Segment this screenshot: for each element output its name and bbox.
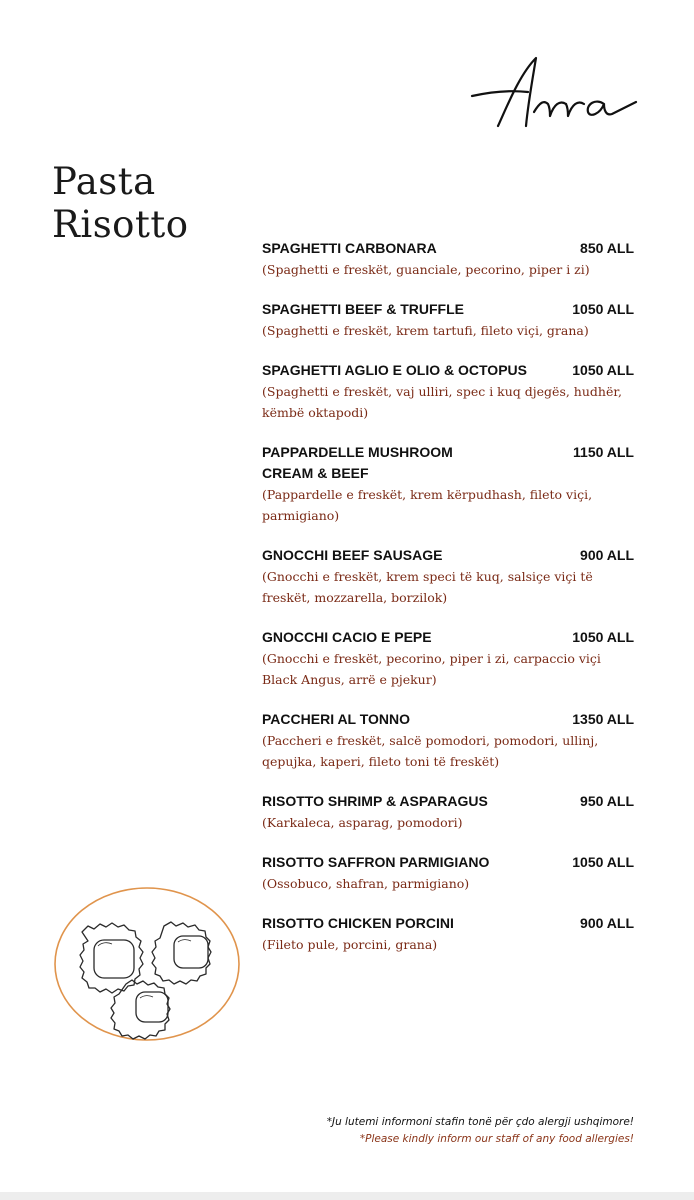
menu-item — [262, 442, 634, 526]
allergy-notes — [327, 1114, 634, 1148]
section-title — [52, 160, 188, 246]
item-description: (Karkaleca, asparag, pomodori) — [262, 815, 463, 830]
menu-item — [262, 791, 634, 833]
arra-logo — [470, 52, 640, 132]
item-description: (Paccheri e freskët, salcë pomodori, pomodori, ullinj, qepujka, kaperi, fileto toni të freskët) — [262, 733, 599, 769]
menu-item — [262, 545, 634, 608]
item-name: RISOTTO SHRIMP & ASPARAGUS — [262, 793, 488, 809]
item-description: (Gnocchi e freskët, pecorino, piper i zi, carpaccio viçi Black Angus, arrë e pjekur) — [262, 651, 601, 687]
item-price: 1150 ALL — [573, 444, 634, 460]
item-price: 1050 ALL — [572, 854, 634, 870]
item-description: (Spaghetti e freskët, vaj ulliri, spec i kuq djegës, hudhër, këmbë oktapodi) — [262, 384, 622, 420]
item-description: (Fileto pule, porcini, grana) — [262, 937, 438, 952]
item-price: 900 ALL — [580, 915, 634, 931]
ravioli-icon — [52, 884, 244, 1044]
item-name: RISOTTO SAFFRON PARMIGIANO — [262, 854, 490, 870]
item-name: GNOCCHI CACIO E PEPE — [262, 629, 432, 645]
item-name: SPAGHETTI CARBONARA — [262, 240, 437, 256]
menu-item — [262, 360, 634, 423]
menu-item — [262, 299, 634, 341]
allergy-note-english: *Please kindly inform our staff of any food allergies! — [359, 1133, 634, 1145]
item-description: (Pappardelle e freskët, krem kërpudhash, fileto viçi, parmigiano) — [262, 487, 593, 523]
item-price: 1050 ALL — [572, 301, 634, 317]
item-description: (Gnocchi e freskët, krem speci të kuq, salsiçe viçi të freskët, mozzarella, borzilok) — [262, 569, 593, 605]
item-description: (Spaghetti e freskët, krem tartufi, fileto viçi, grana) — [262, 323, 589, 338]
allergy-note-albanian: *Ju lutemi informoni stafin tonë për çdo alergji ushqimore! — [326, 1116, 634, 1128]
item-price: 950 ALL — [580, 793, 634, 809]
item-name: GNOCCHI BEEF SAUSAGE — [262, 547, 443, 563]
menu-list — [262, 238, 634, 974]
item-name: PAPPARDELLE MUSHROOM CREAM & BEEF — [262, 444, 453, 481]
item-price: 850 ALL — [580, 240, 634, 256]
page-bottom-edge — [0, 1192, 694, 1200]
item-price: 1350 ALL — [572, 711, 634, 727]
menu-item — [262, 709, 634, 772]
item-name: PACCHERI AL TONNO — [262, 711, 411, 727]
item-name: SPAGHETTI BEEF & TRUFFLE — [262, 301, 464, 317]
menu-item — [262, 852, 634, 894]
menu-item — [262, 913, 634, 955]
item-price: 900 ALL — [580, 547, 634, 563]
item-description: (Ossobuco, shafran, parmigiano) — [262, 876, 470, 891]
item-name: RISOTTO CHICKEN PORCINI — [262, 915, 454, 931]
menu-item — [262, 627, 634, 690]
section-title-risotto: Risotto — [52, 203, 189, 246]
item-description: (Spaghetti e freskët, guanciale, pecorino, piper i zi) — [262, 262, 590, 277]
item-name: SPAGHETTI AGLIO E OLIO & OCTOPUS — [262, 362, 527, 378]
item-price: 1050 ALL — [572, 629, 634, 645]
menu-item — [262, 238, 634, 280]
section-title-pasta: Pasta — [52, 160, 156, 203]
item-price: 1050 ALL — [572, 362, 634, 378]
